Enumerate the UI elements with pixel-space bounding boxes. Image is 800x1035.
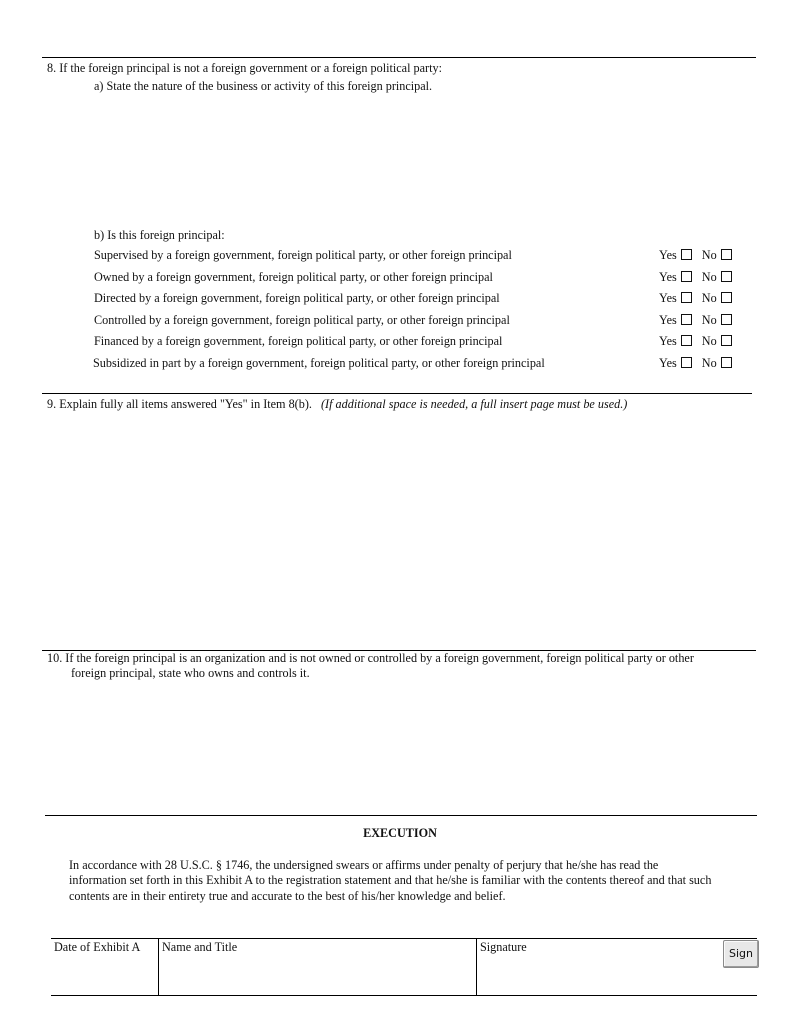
no-label: No <box>701 270 717 284</box>
yes-no-group <box>659 313 739 328</box>
yes-checkbox[interactable] <box>681 335 692 346</box>
top-rule <box>42 57 756 58</box>
item10-line1: 10. If the foreign principal is an organization and is not owned or controlled by a foreign government, foreign political party or other <box>47 651 694 665</box>
no-checkbox[interactable] <box>721 271 732 282</box>
no-checkbox[interactable] <box>721 357 732 368</box>
item10-line2: foreign principal, state who owns and controls it. <box>71 666 310 680</box>
yes-no-group <box>659 356 739 371</box>
date-cell[interactable] <box>51 939 157 995</box>
yes-no-group <box>659 270 739 285</box>
yes-no-group <box>659 334 739 349</box>
status-label: Controlled by a foreign government, foreign political party, or other foreign principal <box>94 313 510 327</box>
no-label: No <box>701 291 717 305</box>
item8-part-b: b) Is this foreign principal: <box>94 228 225 242</box>
no-label: No <box>701 313 717 327</box>
yes-label: Yes <box>659 356 677 370</box>
principal-status-row <box>94 313 744 329</box>
status-label: Owned by a foreign government, foreign political party, or other foreign principal <box>94 270 493 284</box>
principal-status-row <box>94 356 744 372</box>
no-label: No <box>701 248 717 262</box>
principal-status-row <box>94 270 744 286</box>
execution-rule <box>45 815 757 816</box>
yes-label: Yes <box>659 291 677 305</box>
execution-line: contents are in their entirety true and accurate to the best of his/her knowledge and belief. <box>69 888 506 903</box>
status-label: Subsidized in part by a foreign government, foreign political party, or other foreign principal <box>93 356 545 370</box>
yes-label: Yes <box>659 313 677 327</box>
principal-status-row <box>94 334 744 350</box>
name-title-label: Name and Title <box>162 940 238 954</box>
execution-title: EXECUTION <box>363 826 437 840</box>
no-checkbox[interactable] <box>721 249 732 260</box>
status-label: Supervised by a foreign government, foreign political party, or other foreign principal <box>94 248 512 262</box>
yes-checkbox[interactable] <box>681 292 692 303</box>
yes-label: Yes <box>659 270 677 284</box>
yes-no-group <box>659 248 739 263</box>
item8-part-a: a) State the nature of the business or activity of this foreign principal. <box>94 79 433 93</box>
signature-cell[interactable] <box>476 939 758 995</box>
signature-table <box>51 938 757 996</box>
no-checkbox[interactable] <box>721 314 732 325</box>
no-label: No <box>701 356 717 370</box>
name-title-cell[interactable] <box>158 939 476 995</box>
yes-checkbox[interactable] <box>681 249 692 260</box>
execution-line: In accordance with 28 U.S.C. § 1746, the undersigned swears or affirms under penalty of perjury that he/she has read the <box>69 858 659 872</box>
item8-heading: 8. If the foreign principal is not a foreign government or a foreign political party: <box>47 61 442 75</box>
yes-label: Yes <box>659 334 677 348</box>
item9-rule <box>42 393 752 394</box>
yes-checkbox[interactable] <box>681 357 692 368</box>
item9-note: (If additional space is needed, a full insert page must be used.) <box>321 397 628 411</box>
date-label: Date of Exhibit A <box>54 940 141 954</box>
yes-no-group <box>659 291 739 306</box>
yes-label: Yes <box>659 248 677 262</box>
principal-status-row <box>94 291 744 307</box>
status-label: Directed by a foreign government, foreign political party, or other foreign principal <box>94 291 500 305</box>
no-checkbox[interactable] <box>721 335 732 346</box>
item9-text: 9. Explain fully all items answered "Yes" in Item 8(b). <box>47 397 312 411</box>
signature-label: Signature <box>480 940 527 954</box>
no-label: No <box>701 334 717 348</box>
principal-status-row <box>94 248 744 264</box>
yes-checkbox[interactable] <box>681 271 692 282</box>
execution-paragraph <box>69 858 769 904</box>
yes-checkbox[interactable] <box>681 314 692 325</box>
item9-question <box>47 397 627 412</box>
sign-button[interactable]: Sign <box>723 940 759 968</box>
no-checkbox[interactable] <box>721 292 732 303</box>
execution-line: information set forth in this Exhibit A to the registration statement and that he/she is familiar with the contents thereof and that such <box>69 873 712 888</box>
status-label: Financed by a foreign government, foreign political party, or other foreign principal <box>94 334 503 348</box>
